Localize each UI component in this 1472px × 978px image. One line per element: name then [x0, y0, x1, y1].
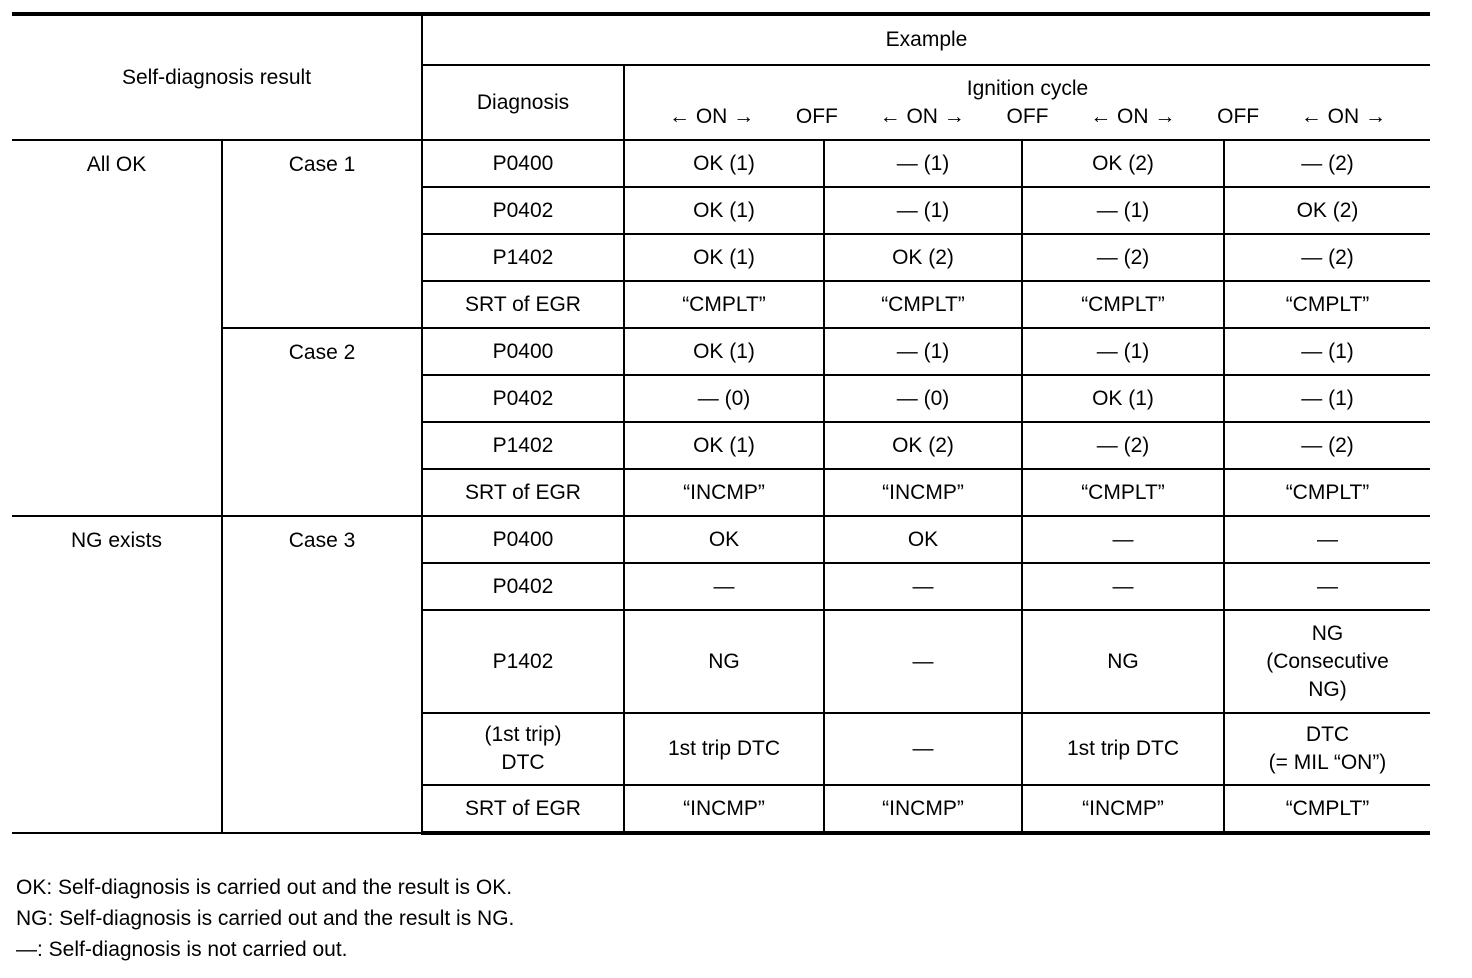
result-all-ok: All OK [12, 140, 222, 516]
diag-code: P1402 [422, 610, 624, 713]
table-row [12, 328, 1430, 375]
cycle-value: “CMPLT” [1022, 281, 1224, 328]
cycle-value: OK (1) [624, 187, 824, 234]
header-ignition-cycle-cell [624, 65, 1430, 140]
cycle-value-line: NG [1311, 621, 1344, 645]
table-row [12, 140, 1430, 187]
header-ignition-cycle: Ignition cycle [966, 76, 1089, 100]
cycle-value: “INCMP” [824, 469, 1022, 516]
diag-code: P0400 [422, 328, 624, 375]
self-diagnosis-table [12, 12, 1430, 835]
cycle-value: OK (1) [624, 328, 824, 375]
header-self-diagnosis-result: Self-diagnosis result [12, 14, 422, 140]
cycle-value: — [824, 563, 1022, 610]
diag-code: P0402 [422, 375, 624, 422]
cycle-value: “CMPLT” [1022, 469, 1224, 516]
cycle-value: “CMPLT” [1224, 785, 1430, 833]
diag-code: P1402 [422, 422, 624, 469]
cycle-step: OFF [795, 104, 838, 128]
header-example: Example [422, 14, 1430, 65]
cycle-value: NG [1022, 610, 1224, 713]
note-ok: OK: Self-diagnosis is carried out and the result is OK. [16, 876, 513, 899]
cycle-value: “INCMP” [624, 785, 824, 833]
cycle-step: ← ON → [1090, 104, 1176, 128]
cycle-value: OK (2) [1224, 187, 1430, 234]
table-row [12, 516, 1430, 563]
case-2: Case 2 [222, 328, 422, 516]
cycle-value: — (2) [1224, 234, 1430, 281]
cycle-value: — (1) [1224, 328, 1430, 375]
cycle-step: OFF [1006, 104, 1049, 128]
cycle-value-line: NG) [1308, 677, 1347, 701]
legend-notes [16, 872, 514, 965]
cycle-value: — (2) [1224, 422, 1430, 469]
cycle-value-line: (= MIL “ON”) [1268, 751, 1387, 774]
cycle-step: ← ON → [879, 104, 965, 128]
diag-code-multiline [422, 713, 624, 785]
diag-code: SRT of EGR [422, 281, 624, 328]
cycle-value: — (0) [824, 375, 1022, 422]
diag-code: P0400 [422, 140, 624, 187]
cycle-value-multiline [1224, 610, 1430, 713]
diag-code-line: (1st trip) [484, 723, 562, 746]
cycle-value: OK (1) [624, 234, 824, 281]
cycle-value: OK (1) [624, 422, 824, 469]
cycle-value: “CMPLT” [1224, 281, 1430, 328]
cycle-value: 1st trip DTC [624, 713, 824, 785]
diag-code: P1402 [422, 234, 624, 281]
diag-code: P0402 [422, 563, 624, 610]
diag-code: P0400 [422, 516, 624, 563]
cycle-value: “CMPLT” [1224, 469, 1430, 516]
cycle-value: “CMPLT” [624, 281, 824, 328]
result-ng-exists: NG exists [12, 516, 222, 833]
cycle-value: — (2) [1022, 234, 1224, 281]
cycle-value: “INCMP” [824, 785, 1022, 833]
cycle-value: — (1) [1224, 375, 1430, 422]
cycle-step: OFF [1217, 104, 1260, 128]
cycle-value: — (1) [1022, 328, 1224, 375]
cycle-value: “INCMP” [624, 469, 824, 516]
note-ng: NG: Self-diagnosis is carried out and the result is NG. [16, 907, 515, 930]
ignition-cycle-sequence [629, 103, 1426, 131]
cycle-value: 1st trip DTC [1022, 713, 1224, 785]
cycle-value: — [824, 713, 1022, 785]
cycle-value: — (1) [824, 140, 1022, 187]
case-3: Case 3 [222, 516, 422, 833]
cycle-value: — (1) [824, 187, 1022, 234]
diag-code-line: DTC [501, 751, 545, 774]
note-dash: —: Self-diagnosis is not carried out. [16, 938, 348, 961]
cycle-value: OK (1) [624, 140, 824, 187]
cycle-value: — [1022, 563, 1224, 610]
cycle-value: — [824, 610, 1022, 713]
diag-code: P0402 [422, 187, 624, 234]
cycle-value: — (2) [1022, 422, 1224, 469]
cycle-step: ← ON → [669, 104, 755, 128]
cycle-step: ← ON → [1300, 104, 1386, 128]
header-diagnosis: Diagnosis [422, 65, 624, 140]
cycle-value: OK (2) [824, 422, 1022, 469]
cycle-value: OK [824, 516, 1022, 563]
cycle-value: — [1224, 516, 1430, 563]
case-1: Case 1 [222, 140, 422, 328]
cycle-value-line: DTC [1305, 723, 1350, 746]
cycle-value: “CMPLT” [824, 281, 1022, 328]
cycle-value: — (1) [824, 328, 1022, 375]
cycle-value-multiline [1224, 713, 1430, 785]
cycle-value: OK [624, 516, 824, 563]
cycle-value: — [1022, 516, 1224, 563]
cycle-value: — (0) [624, 375, 824, 422]
cycle-value: — (2) [1224, 140, 1430, 187]
diag-code: SRT of EGR [422, 469, 624, 516]
cycle-value-line: (Consecutive [1266, 649, 1389, 673]
cycle-value: “INCMP” [1022, 785, 1224, 833]
diag-code: SRT of EGR [422, 785, 624, 833]
cycle-value: OK (1) [1022, 375, 1224, 422]
cycle-value: OK (2) [824, 234, 1022, 281]
cycle-value: — (1) [1022, 187, 1224, 234]
cycle-value: — [624, 563, 824, 610]
cycle-value: OK (2) [1022, 140, 1224, 187]
cycle-value: NG [624, 610, 824, 713]
cycle-value: — [1224, 563, 1430, 610]
